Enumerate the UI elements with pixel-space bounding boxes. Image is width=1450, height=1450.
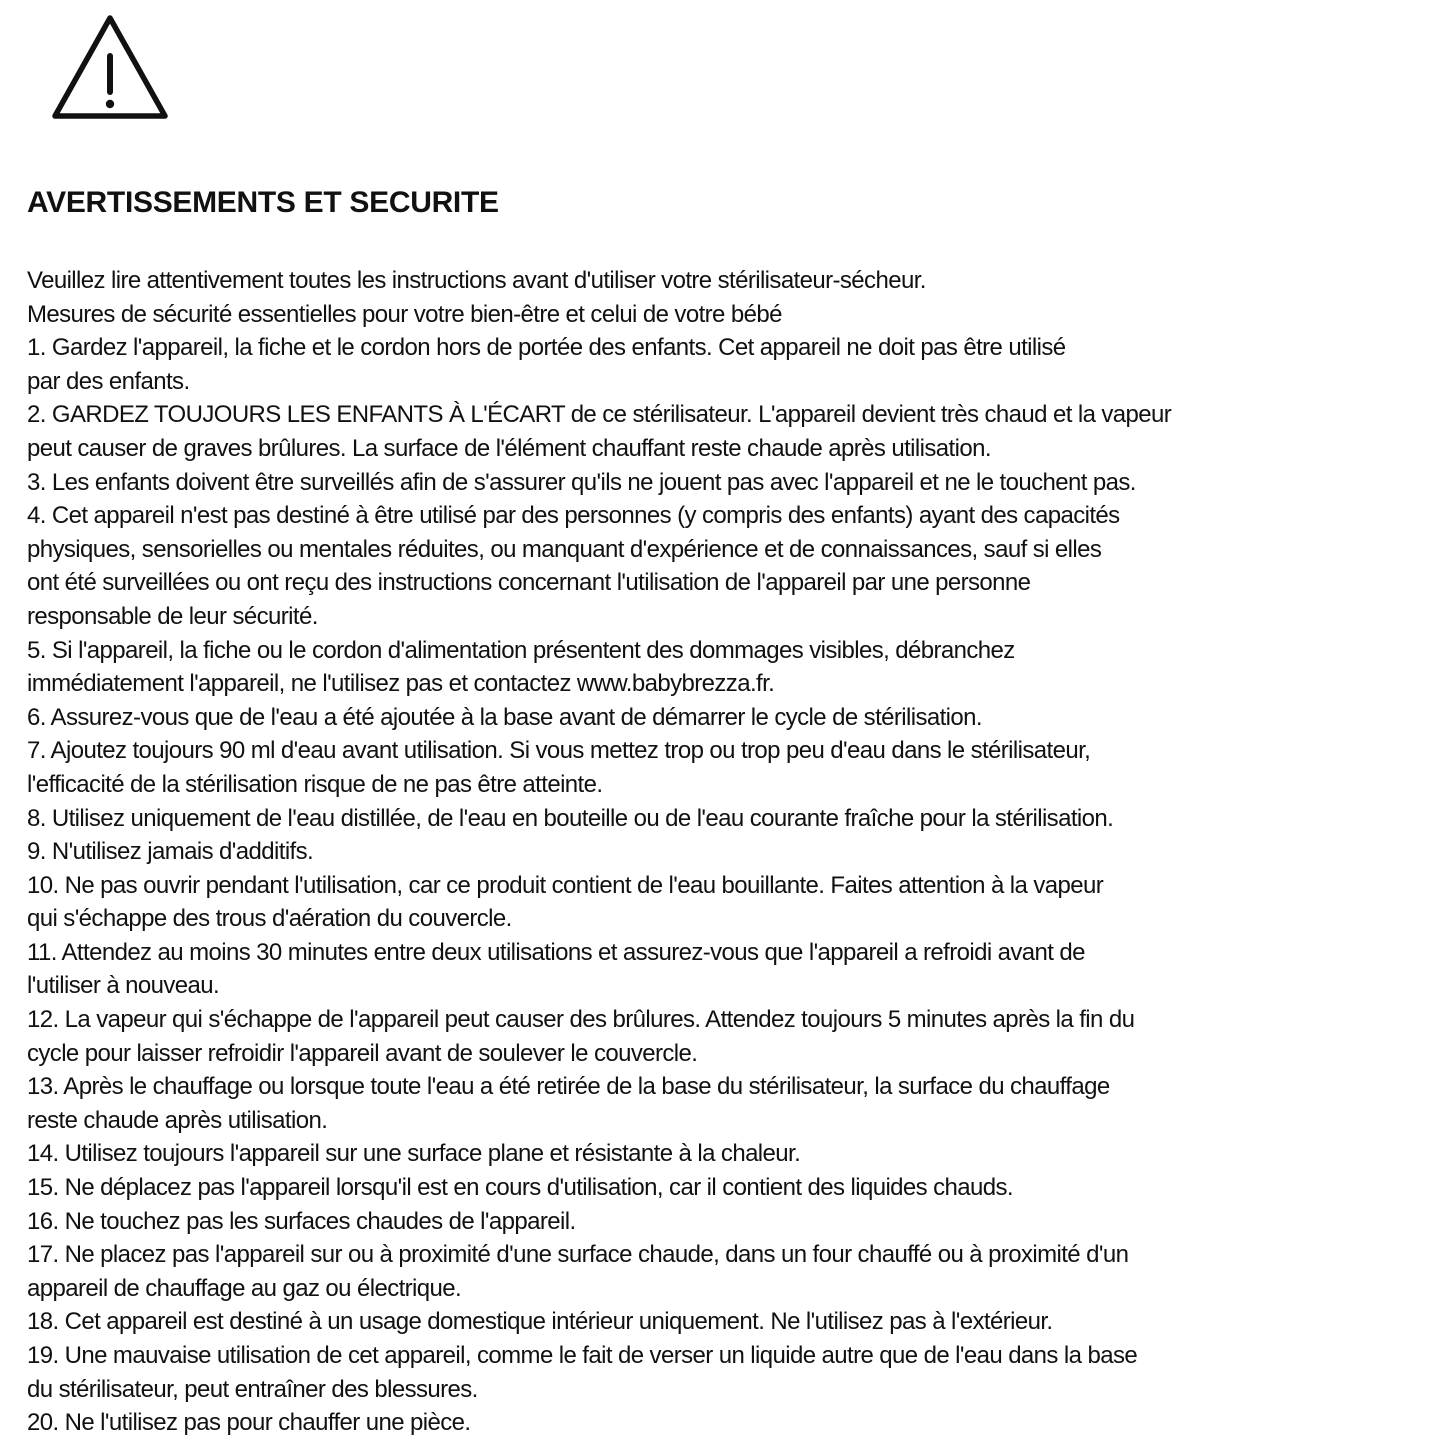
instruction-line: reste chaude après utilisation. [27,1106,328,1134]
instruction-line: responsable de leur sécurité. [27,602,318,630]
instruction-line: peut causer de graves brûlures. La surface de l'élément chauffant reste chaude après utilisation. [27,434,991,462]
instruction-line: qui s'échappe des trous d'aération du couvercle. [27,905,512,933]
instruction-line: l'efficacité de la stérilisation risque de ne pas être atteinte. [27,770,603,798]
safety-instructions [27,264,1437,1440]
instruction-line: 17. Ne placez pas l'appareil sur ou à proximité d'une surface chaude, dans un four chauffé ou à proximité d'un [27,1241,1129,1269]
instruction-line: Veuillez lire attentivement toutes les instructions avant d'utiliser votre stérilisateur-sécheur. [27,267,926,294]
instruction-line: 9. N'utilisez jamais d'additifs. [27,838,314,866]
instruction-line: 7. Ajoutez toujours 90 ml d'eau avant utilisation. Si vous mettez trop ou trop peu d'eau dans le stérilisateur, [27,737,1091,765]
page-title: AVERTISSEMENTS ET SECURITE [27,186,499,219]
instruction-line: par des enfants. [27,367,190,395]
instruction-line: du stérilisateur, peut entraîner des blessures. [27,1375,478,1403]
instruction-line: 8. Utilisez uniquement de l'eau distillée, de l'eau en bouteille ou de l'eau courante fraîche pour la stérilisation. [27,804,1114,832]
instruction-line: 20. Ne l'utilisez pas pour chauffer une pièce. [27,1409,471,1437]
instruction-line: appareil de chauffage au gaz ou électrique. [27,1274,462,1302]
instruction-line: 12. La vapeur qui s'échappe de l'appareil peut causer des brûlures. Attendez toujours 5 minutes après la fin du [27,1006,1135,1034]
instruction-line: 6. Assurez-vous que de l'eau a été ajoutée à la base avant de démarrer le cycle de stérilisation. [27,703,982,731]
instruction-line: 13. Après le chauffage ou lorsque toute l'eau a été retirée de la base du stérilisateur, la surface du chauffage [27,1073,1110,1101]
instruction-line: 16. Ne touchez pas les surfaces chaudes de l'appareil. [27,1207,576,1235]
instruction-line: 1. Gardez l'appareil, la fiche et le cordon hors de portée des enfants. Cet appareil ne doit pas être utilisé [27,334,1066,362]
instruction-line: ont été surveillées ou ont reçu des instructions concernant l'utilisation de l'appareil par une personne [27,569,1031,597]
instruction-line: 11. Attendez au moins 30 minutes entre deux utilisations et assurez-vous que l'appareil a refroidi avant de [27,938,1085,966]
instruction-line: 10. Ne pas ouvrir pendant l'utilisation, car ce produit contient de l'eau bouillante. Faites attention à la vapeur [27,871,1104,899]
instruction-line: 15. Ne déplacez pas l'appareil lorsqu'il est en cours d'utilisation, car il contient des liquides chauds. [27,1174,1014,1202]
instruction-line: physiques, sensorielles ou mentales réduites, ou manquant d'expérience et de connaissances, sauf si elles [27,535,1102,563]
warning-triangle-icon [50,12,170,124]
instruction-line: l'utiliser à nouveau. [27,972,220,1000]
instruction-line: 2. GARDEZ TOUJOURS LES ENFANTS À L'ÉCART de ce stérilisateur. L'appareil devient très chaud et la vapeur [27,401,1172,429]
instruction-line: 3. Les enfants doivent être surveillés afin de s'assurer qu'ils ne jouent pas avec l'appareil et ne le touchent pas. [27,468,1136,496]
instruction-line: immédiatement l'appareil, ne l'utilisez pas et contactez www.babybrezza.fr. [27,670,775,698]
instruction-line: 5. Si l'appareil, la fiche ou le cordon d'alimentation présentent des dommages visibles, débranchez [27,636,1015,664]
instruction-line: 18. Cet appareil est destiné à un usage domestique intérieur uniquement. Ne l'utilisez pas à l'extérieur. [27,1308,1053,1336]
instruction-line: cycle pour laisser refroidir l'appareil avant de soulever le couvercle. [27,1039,698,1067]
instruction-line: Mesures de sécurité essentielles pour votre bien-être et celui de votre bébé [27,300,782,328]
instruction-line: 19. Une mauvaise utilisation de cet appareil, comme le fait de verser un liquide autre que de l'eau dans la base [27,1342,1138,1369]
instruction-line: 4. Cet appareil n'est pas destiné à être utilisé par des personnes (y compris des enfants) ayant des capacités [27,502,1120,530]
instruction-line: 14. Utilisez toujours l'appareil sur une surface plane et résistante à la chaleur. [27,1140,801,1168]
